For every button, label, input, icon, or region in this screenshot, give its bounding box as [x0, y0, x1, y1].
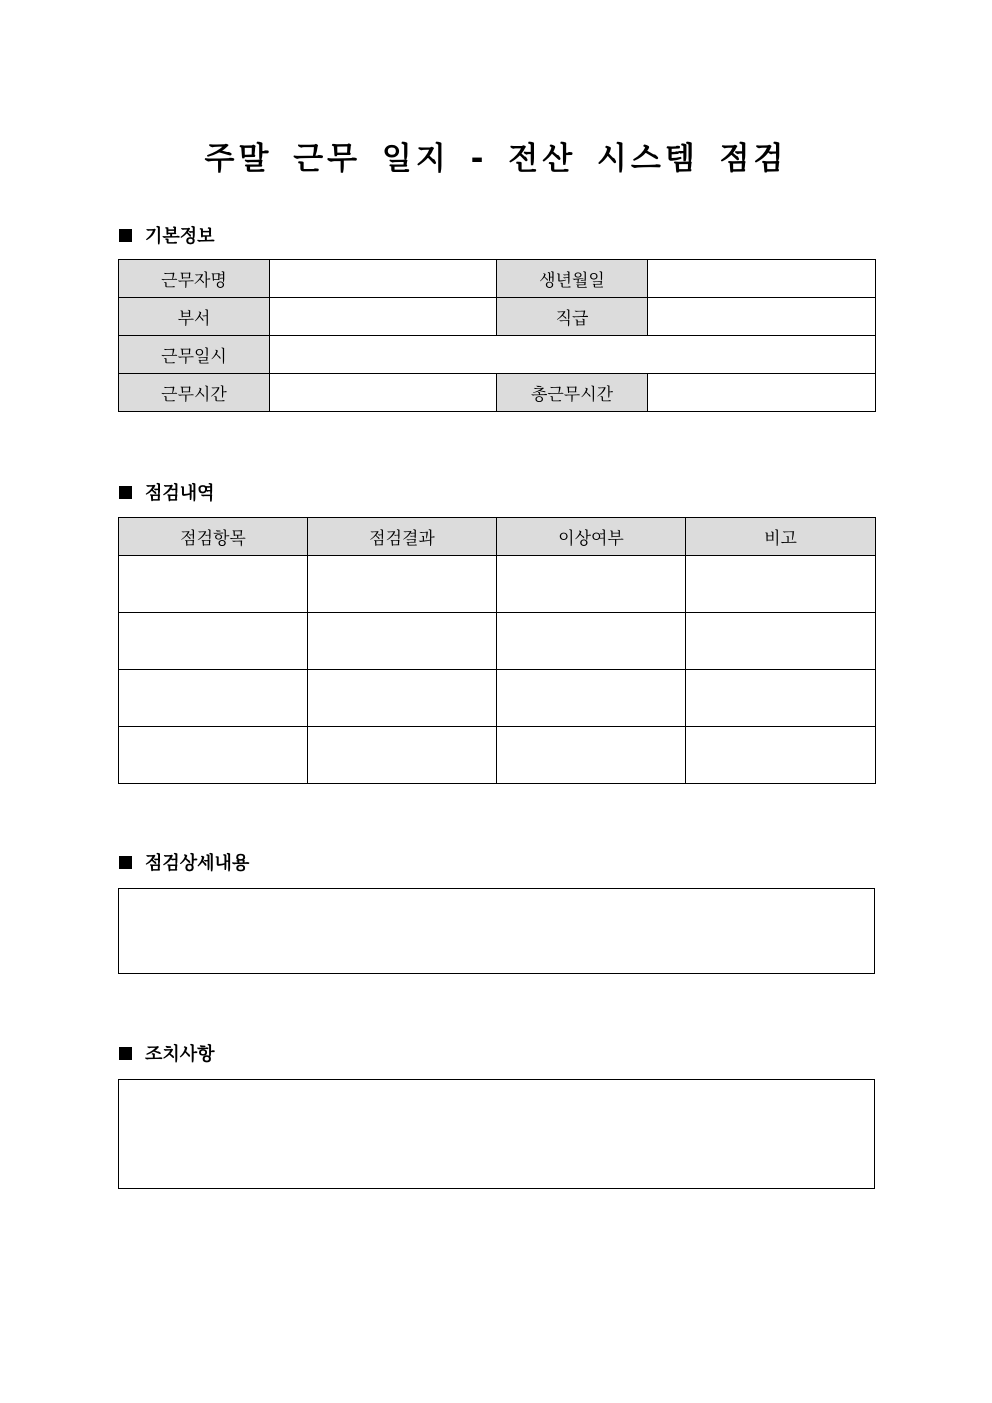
table-header-row [119, 518, 876, 556]
section-inspection-label: 점검내역 [145, 483, 215, 504]
department-field[interactable] [270, 298, 497, 336]
table-cell[interactable] [497, 727, 686, 784]
work-hours-label: 근무시간 [119, 374, 270, 412]
table-cell[interactable] [119, 613, 308, 670]
section-basic-info-label: 기본정보 [145, 226, 215, 247]
table-cell[interactable] [686, 613, 876, 670]
birth-date-field[interactable] [648, 260, 876, 298]
table-cell[interactable] [119, 727, 308, 784]
section-details-label: 점검상세내용 [145, 853, 250, 874]
table-cell[interactable] [686, 727, 876, 784]
section-actions [119, 1041, 215, 1065]
section-details [119, 850, 249, 874]
table-cell[interactable] [119, 670, 308, 727]
table-cell[interactable] [308, 556, 497, 613]
table-cell[interactable] [686, 670, 876, 727]
basic-info-table [118, 259, 876, 412]
details-textbox[interactable] [118, 888, 875, 974]
table-row [119, 670, 876, 727]
rank-field[interactable] [648, 298, 876, 336]
total-work-hours-label: 총근무시간 [497, 374, 648, 412]
section-basic-info [119, 223, 215, 247]
work-datetime-field[interactable] [270, 336, 876, 374]
rank-label: 직급 [497, 298, 648, 336]
table-row [119, 374, 876, 412]
table-row [119, 336, 876, 374]
column-header-abnormal: 이상여부 [497, 518, 686, 556]
section-inspection [119, 480, 215, 504]
document-title: 주말 근무 일지 - 전산 시스템 점검 [204, 141, 788, 177]
table-cell[interactable] [119, 556, 308, 613]
department-label: 부서 [119, 298, 270, 336]
table-cell[interactable] [497, 556, 686, 613]
actions-textbox[interactable] [118, 1079, 875, 1189]
table-cell[interactable] [308, 613, 497, 670]
table-cell[interactable] [686, 556, 876, 613]
work-hours-field[interactable] [270, 374, 497, 412]
column-header-result: 점검결과 [308, 518, 497, 556]
table-row [119, 727, 876, 784]
inspection-table [118, 517, 876, 784]
column-header-note: 비고 [686, 518, 876, 556]
square-bullet-icon [119, 1047, 132, 1060]
birth-date-label: 생년월일 [497, 260, 648, 298]
table-row [119, 298, 876, 336]
table-cell[interactable] [308, 727, 497, 784]
worker-name-label: 근무자명 [119, 260, 270, 298]
square-bullet-icon [119, 486, 132, 499]
table-cell[interactable] [308, 670, 497, 727]
square-bullet-icon [119, 229, 132, 242]
table-row [119, 556, 876, 613]
table-row [119, 260, 876, 298]
table-cell[interactable] [497, 613, 686, 670]
table-row [119, 613, 876, 670]
worker-name-field[interactable] [270, 260, 497, 298]
square-bullet-icon [119, 856, 132, 869]
column-header-item: 점검항목 [119, 518, 308, 556]
section-actions-label: 조치사항 [145, 1044, 215, 1065]
total-work-hours-field[interactable] [648, 374, 876, 412]
table-cell[interactable] [497, 670, 686, 727]
work-datetime-label: 근무일시 [119, 336, 270, 374]
